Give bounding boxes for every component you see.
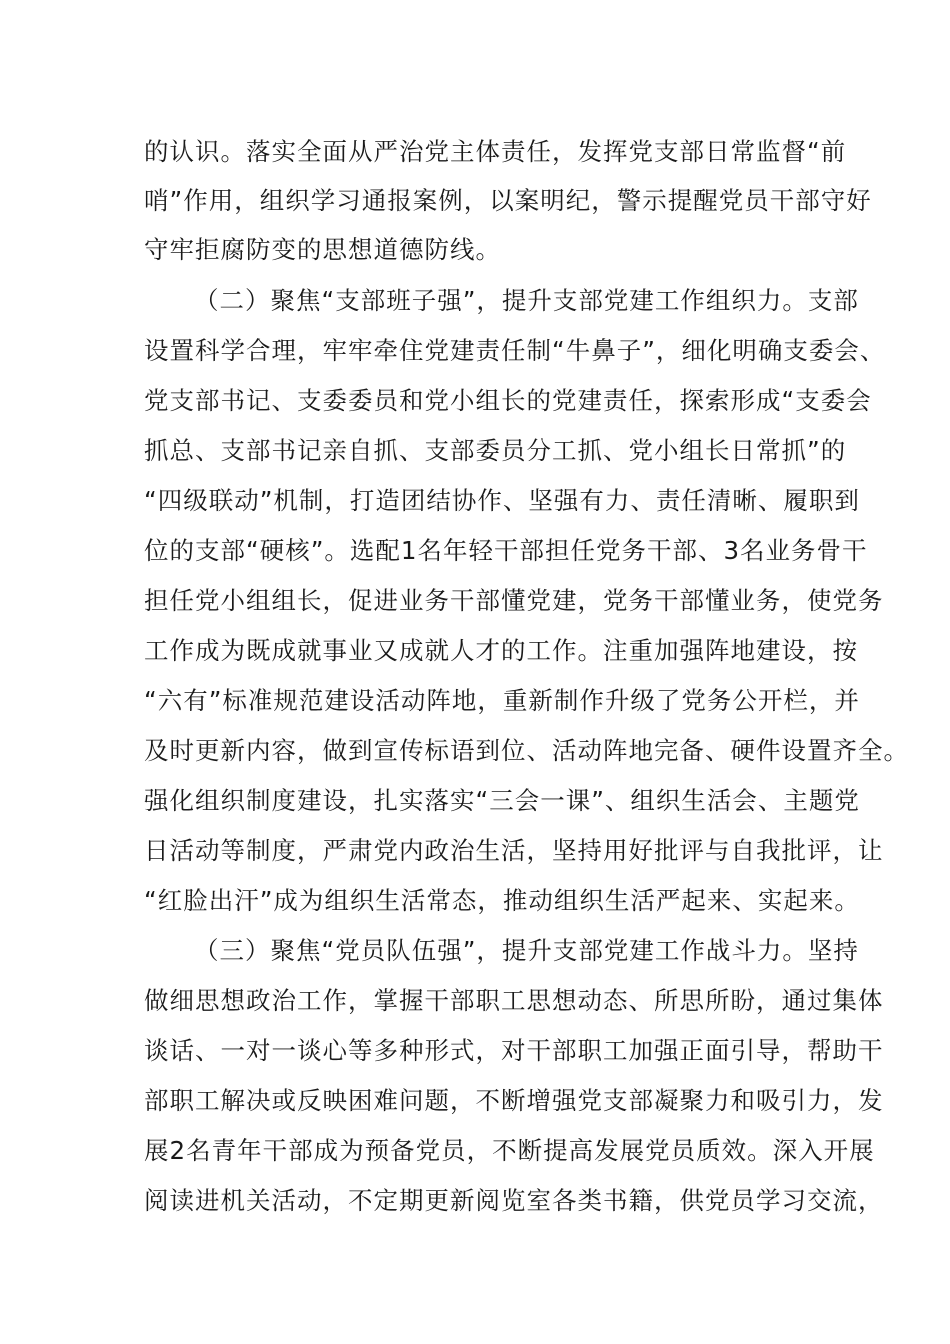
section-heading-line: （三）聚焦“党员队伍强”，提升支部党建工作战斗力。坚持 xyxy=(194,936,859,965)
text-line: 日活动等制度，严肃党内政治生活，坚持用好批评与自我批评，让 xyxy=(144,836,884,865)
text-line: 守牢拒腐防变的思想道德防线。 xyxy=(144,235,501,264)
text-line: 的认识。落实全面从严治党主体责任，发挥党支部日常监督“前 xyxy=(144,137,847,166)
text-line: “六有”标准规范建设活动阵地，重新制作升级了党务公开栏，并 xyxy=(144,686,860,715)
text-line: 阅读进机关活动，不定期更新阅览室各类书籍，供党员学习交流， xyxy=(144,1186,884,1215)
text-line: 哨”作用，组织学习通报案例，以案明纪，警示提醒党员干部守好 xyxy=(144,186,872,215)
text-line: 党支部书记、支委委员和党小组长的党建责任，探索形成“支委会 xyxy=(144,386,872,415)
text-line: 工作成为既成就事业又成就人才的工作。注重加强阵地建设，按 xyxy=(144,636,858,665)
text-line: “四级联动”机制，打造团结协作、坚强有力、责任清晰、履职到 xyxy=(144,486,860,515)
text-line: 设置科学合理，牢牢牵住党建责任制“牛鼻子”，细化明确支委会、 xyxy=(144,336,886,365)
text-line: 强化组织制度建设，扎实落实“三会一课”、组织生活会、主题党 xyxy=(144,786,860,815)
text-line: 谈话、一对一谈心等多种形式，对干部职工加强正面引导，帮助干 xyxy=(144,1036,884,1065)
text-line: 担任党小组组长，促进业务干部懂党建，党务干部懂业务，使党务 xyxy=(144,586,884,615)
text-line: 做细思想政治工作，掌握干部职工思想动态、所思所盼，通过集体 xyxy=(144,986,884,1015)
text-line: “红脸出汗”成为组织生活常态，推动组织生活严起来、实起来。 xyxy=(144,886,860,915)
text-line: 位的支部“硬核”。选配1名年轻干部担任党务干部、3名业务骨干 xyxy=(144,536,868,565)
text-line: 部职工解决或反映困难问题，不断增强党支部凝聚力和吸引力，发 xyxy=(144,1086,884,1115)
text-line: 抓总、支部书记亲自抓、支部委员分工抓、党小组长日常抓”的 xyxy=(144,436,847,465)
section-heading-line: （二）聚焦“支部班子强”，提升支部党建工作组织力。支部 xyxy=(194,286,859,315)
text-line: 展2名青年干部成为预备党员，不断提高发展党员质效。深入开展 xyxy=(144,1136,875,1165)
text-line: 及时更新内容，做到宣传标语到位、活动阵地完备、硬件设置齐全。 xyxy=(144,736,909,765)
